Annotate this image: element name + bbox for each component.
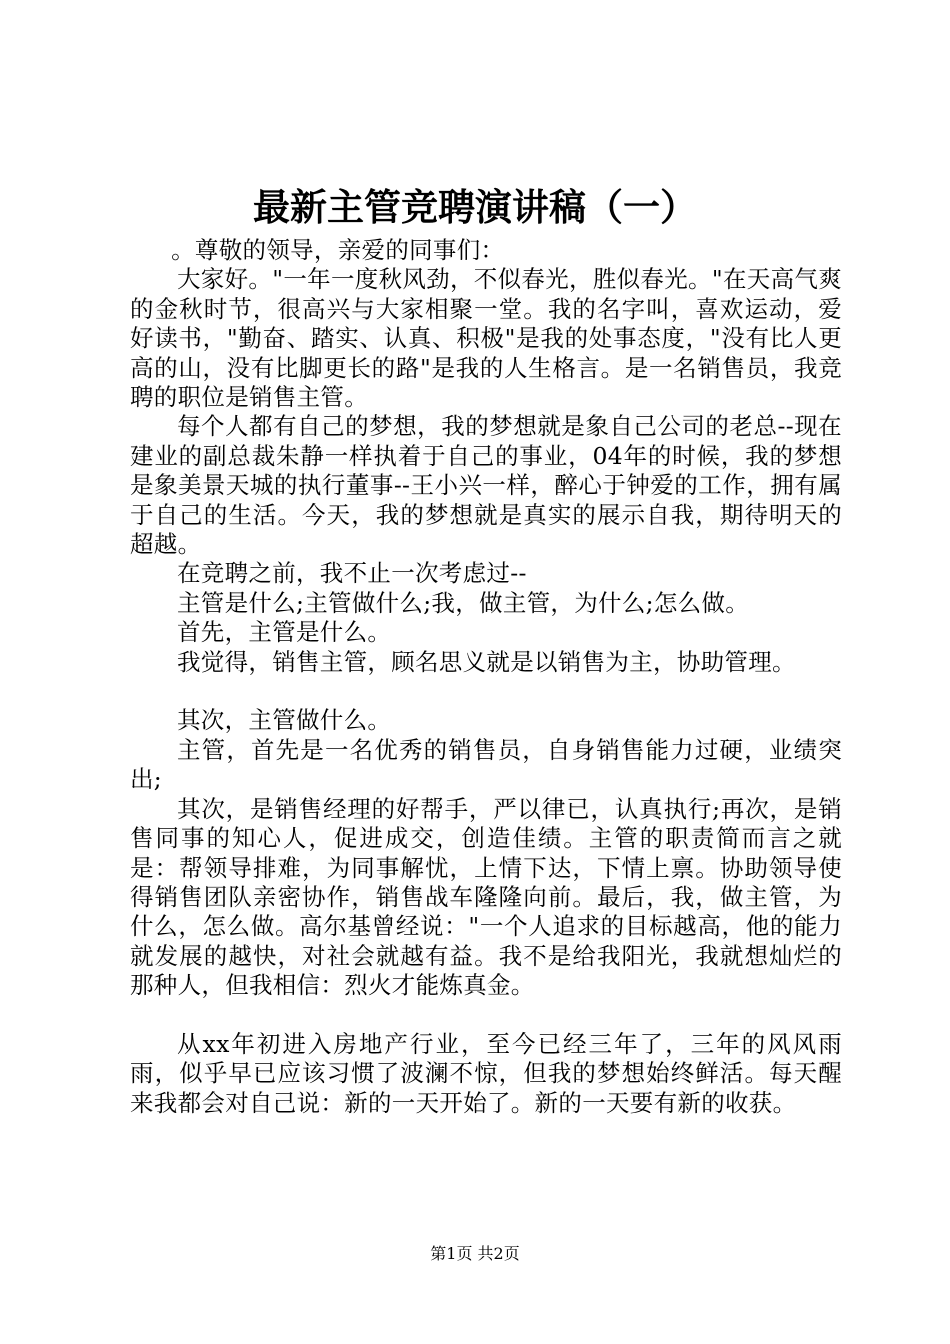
document-body (130, 236, 842, 1118)
paragraph-think: 我觉得，销售主管，顾名思义就是以销售为主，协助管理。 (177, 647, 796, 676)
page-footer: 第1页 共2页 (430, 1244, 520, 1263)
paragraph-first: 首先，主管是什么。 (177, 618, 392, 647)
blank-line (130, 677, 842, 706)
paragraph-duties: 其次，是销售经理的好帮手，严以律已，认真执行;再次，是销售同事的知心人，促进成交，创造佳绩。主管的职责简而言之就是：帮领导排难，为同事解忧，上情下达，下情上禀。协助领导使得销售团队亲密协作，销售战车隆隆向前。最后，我，做主管，为什么，怎么做。高尔基曾经说："一个人追求的目标越高，他的能力就发展的越快，对社会就越有益。我不是给我阳光，我就想灿烂的那种人，但我相信：烈火才能炼真金。 (130, 794, 842, 1000)
paragraph-experience: 从xx年初进入房地产行业，至今已经三年了，三年的风风雨雨，似乎早已应该习惯了波澜不惊，但我的梦想始终鲜活。每天醒来我都会对自己说：新的一天开始了。新的一天要有新的收获。 (130, 1029, 842, 1117)
paragraph-greeting: 大家好。"一年一度秋风劲，不似春光，胜似春光。"在天高气爽的金秋时节，很高兴与大家相聚一堂。我的名字叫，喜欢运动，爱好读书，"勤奋、踏实、认真、积极"是我的处事态度，"没有比人更高的山，没有比脚更长的路"是我的人生格言。是一名销售员，我竞聘的职位是销售主管。 (130, 265, 842, 412)
paragraph-dream: 每个人都有自己的梦想，我的梦想就是象自己公司的老总--现在建业的副总裁朱静一样执着于自己的事业，04年的时候，我的梦想是象美景天城的执行董事--王小兴一样，醉心于钟爱的工作，拥有属于自己的生活。今天，我的梦想就是真实的展示自我，期待明天的超越。 (130, 412, 842, 559)
paragraph-questions: 主管是什么;主管做什么;我，做主管，为什么;怎么做。 (177, 588, 750, 617)
document-title: 最新主管竞聘演讲稿（一） (253, 185, 697, 229)
paragraph-second: 其次，主管做什么。 (177, 706, 392, 735)
blank-line (130, 1001, 842, 1030)
paragraph-before-compete: 在竞聘之前，我不止一次考虑过-- (177, 559, 527, 588)
salutation: 。尊敬的领导，亲爱的同事们： (171, 236, 505, 264)
paragraph-supervisor: 主管，首先是一名优秀的销售员，自身销售能力过硬，业绩突出; (130, 735, 842, 794)
